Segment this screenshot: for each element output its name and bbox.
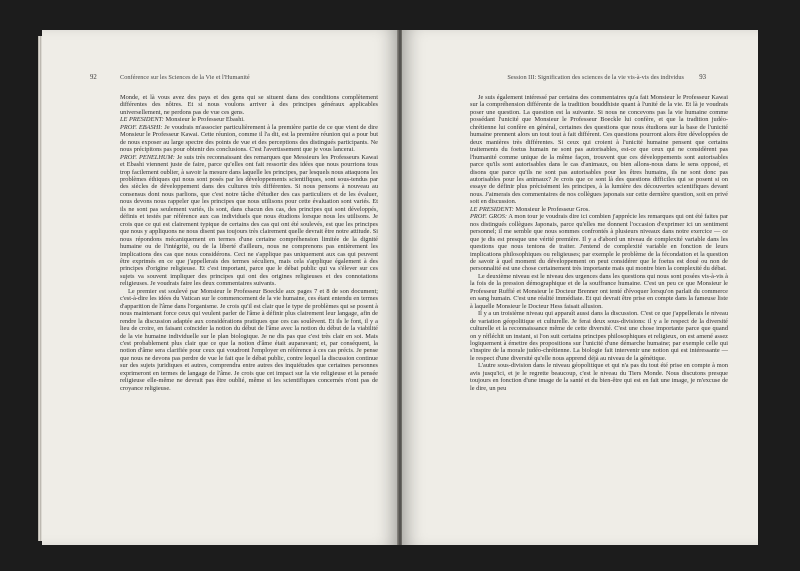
paragraph: [470, 206, 728, 213]
paragraph-text: Je voudrais m'associer particulièrement à la première partie de ce que vient de dire Monsieur le Professeur Kawai. Cette réunion, comme il l'a dit, est la première réunion qui a pour but de nous exposer au large spectre des points de vue et des perceptions des distingués participants. Ne nous précipitons pas pour obtenir des conclusions. C'est l'avertissement que je vous lancerai.: [120, 123, 378, 154]
speaker-label: PROF. EBASHI:: [120, 123, 163, 131]
paragraph: [120, 154, 378, 288]
left-page: [42, 30, 398, 545]
paragraph-text: Je suis très reconnaissant des remarques que Messieurs les Professeurs Kawai et Ebashi viennent juste de faire, parce qu'elles ont fait ressortir des idées que nous pourrions tous trop facilement oublier, à savoir la mesure dans laquelle les principes, par lesquels nous attaquons les problèmes éthiques qui nous sont posés par les développements scientifiques, sont sous-tendus par des siècles de développement dans des cultures très différentes. Si nous pensons à nouveau au consensus dont nous parlions, que c'est notre tâche d'étudier des cas particuliers et de les évaluer, nous devons nous rappeler que les principes que nous utilisons pour cette évaluation sont variés. Et ils ne sont pas seulement variés, ils sont, dans chacun des cas, des principes qui sont développés, définis et testés par référence aux cas individuels que nous étudions lorsque nous les utilisons. Je crois que ce qui est clairement typique de certains des cas qui ont été soulevés, est que les principes que nous y appliquons ne nous disent pas toujours très clairement quelle devrait être notre attitude. Si nous répondons mécaniquement en termes d'une certaine compréhension limitée de la dignité humaine ou de l'intégrité, ou de la liberté d'ailleurs, nous ne comprenons pas entièrement les implications des cas que nous considérons. Ceci ne s'applique pas uniquement aux cas qui peuvent être exprimés en ce que j'appellerais des termes séculiers, mais cela s'applique également à des principes d'origine religieuse. Et c'est important, parce que le débat public qui va s'élever sur ces sujets va souvent impliquer des principes qui ont des origines religieuses et des connotations religieuses. Je voudrais faire les deux commentaires suivants.: [120, 153, 378, 288]
right-page: [402, 30, 758, 545]
paragraph-text: Il y a un troisième niveau qui apparaît aussi dans la discussion. C'est ce que j'appellerais le niveau de variation géopolitique et culturelle. Je ferai deux sous-divisions: il y a le respect de la diversité culturelle et la reconnaissance même de cette diversité. C'est une chose importante parce que quand on y réfléchit un instant, si l'on suit certains principes philosophiques et religieux, on est amené assez logiquement à émettre des propositions sur l'unicité d'une démarche humaine; par exemple celle qui s'inspire de la morale judéo-chrétienne. La biologie fait intervenir une notion qui est intéressante — le respect d'une diversité qu'elle nous apprend déjà au niveau de la génétique.: [470, 310, 728, 362]
paragraph: [470, 94, 728, 206]
paragraph-text: Je suis également intéressé par certains des commentaires qu'a fait Monsieur le Professeur Kawai sur la compréhension différente de la tradition bouddhiste quant à l'unité de la vie. Et là je voudrais poser une question. La question est la suivante. Si nous ne concevons pas la vie humaine comme possédant l'unicité que Monsieur le Professeur Boeckle lui confère, et que la tradition judéo-chrétienne lui confère en général, certaines des questions que nous étudions sur la base de l'unicité humaine prennent alors un tout tout à fait différent. Ces questions pourront alors être développées de deux manières très différentes. Si ceux qui croient à l'unicité humaine pensent que certains traitements du foetus humain ne sont pas autorisables, est-ce que ceux qui ne considèrent pas l'humanité comme unique de la même façon, trouvent que ces développements sont autorisables parce qu'ils sont autorisables dans le cas d'animaux, ou bien allons-nous dans le sens opposé, et disons que parce qu'ils ne sont pas autorisables pour les êtres humains, ils ne sont donc pas autorisables pour les animaux? Je crois que ce sont là des questions difficiles qui se posent si on essaye de définir plus précisément les principes, à la lumière des découvertes scientifiques devant nous. J'aimerais des commentaires de nos collègues japonais sur cette dernière question, soit en privé soit en discussion.: [470, 94, 728, 206]
running-head-right: Session III: Signification des sciences de la vie vis-à-vis des individus: [507, 74, 684, 81]
paragraph-text: Monde, et là vous avez des pays et des gens qui se situent dans des conditions complètement différentes des nôtres. Et si nous voulons arriver à des principes généraux applicables universellement, ne perdons pas de vue ces gens.: [120, 94, 378, 116]
paragraph: [120, 116, 378, 123]
paragraph: [470, 273, 728, 310]
paragraph-text: L'autre sous-division dans le niveau géopolitique et qui n'a pas du tout été prise en compte à mon avis jusqu'ici, et je le regrette beaucoup, c'est le niveau du Tiers Monde. Nous discutons presque toujours en fonction d'une image de la santé et du bien-être qui est en fait une image, je m'excuse de le dire, un peu: [470, 362, 728, 392]
speaker-label: PROF. PENELHUM:: [120, 153, 175, 161]
open-book: [42, 30, 758, 545]
paragraph: [120, 124, 378, 154]
speaker-label: LE PRESIDENT:: [470, 205, 514, 213]
speaker-label: PROF. GROS:: [470, 213, 508, 221]
paragraph: [470, 310, 728, 362]
paragraph-text: Le premier est soulevé par Monsieur le Professeur Boeckle aux pages 7 et 8 de son document; c'est-à-dire les idées du Vatican sur le commencement de la vie humaine, ces étant entendu en termes d'apparition de l'âme dans l'organisme. Je crois qu'il est clair que le type de problèmes qui se posent à nous maintenant force ceux qui veulent parler de l'âme à définir plus clairement leur langage, afin de rendre la discussion adaptée aux considérations pratiques que ces cas soulèvent. Et ils le font, il y a lieu de croire, en faisant coïncider la notion du début de l'âme avec la notion du début de la viabilité de la vie humaine individuelle sur le plan biologique. Je ne dis pas que c'est très clair en soi. Mais c'est probablement plus clair que ce que la notion d'âme était auparavant; et, par conséquent, la notion d'âme sera clarifiée pour ceux qui voudront l'employer en référence à ces cas précis. Je pense que nous ne devons pas perdre de vue le fait que le débat public, contre lequel la discussion continue sur des sujets juridiques et autres, comprendra entre autres des inquiétudes que certaines personnes exprimeront en termes de langage de l'âme. Je crois que cet impact sur la vie religieuse et la pensée religieuse elle-même ne devrait pas être oublié, même si les scientifiques concernés n'ont pas de croyance religieuse.: [120, 287, 378, 392]
page-number-right: 93: [699, 74, 706, 81]
paragraph: [120, 288, 378, 392]
page-number-left: 92: [90, 74, 97, 81]
paragraph: [470, 362, 728, 392]
running-head-left: Conférence sur les Sciences de la Vie et l'Humanité: [120, 74, 250, 81]
paragraph-text: Monsieur le Professeur Ebashi.: [163, 116, 245, 124]
text-column-right: [470, 94, 728, 392]
paragraph: [470, 213, 728, 273]
text-column-left: [120, 94, 378, 392]
paragraph: [120, 94, 378, 116]
paragraph-text: Le deuxième niveau est le niveau des urgences dans les questions qui nous sont posées vis-à-vis à la fois de la pression démographique et de la souffrance humaine. C'est un peu ce que Monsieur le Professeur Ruffié et Monsieur le Docteur Brenner ont tenté d'évoquer lorsqu'on parlait du commerce en sang humain. C'est une réalité immédiate. Et qui devrait être prise en compte dans la fameuse liste à laquelle Monsieur le Docteur Hess faisait allusion.: [470, 272, 728, 310]
paragraph-text: A mon tour je voudrais dire ici combien j'apprécie les remarques qui ont été faites par nos distingués collègues Japonais, parce qu'elles me donnent l'occasion d'exprimer ici un sentiment personnel; il me semble que nous sommes confrontés à plusieurs niveaux dans notre exercice — ce que je dis est presque une vérité première. Il y a d'abord un niveau de complexité variable dans les questions que nous tentons de traiter. J'entend de complexité variable en fonction de leurs implications philosophiques ou religieuses; par exemple le problème de la fécondation et la question de savoir à quel moment du développement on peut considérer que le foetus est doué ou non de personnalité est une chose certainement très importante mais qui montre bien la complexité du débat.: [470, 213, 728, 273]
paragraph-text: Monsieur le Professeur Gros.: [513, 205, 590, 213]
speaker-label: LE PRESIDENT:: [120, 116, 164, 124]
